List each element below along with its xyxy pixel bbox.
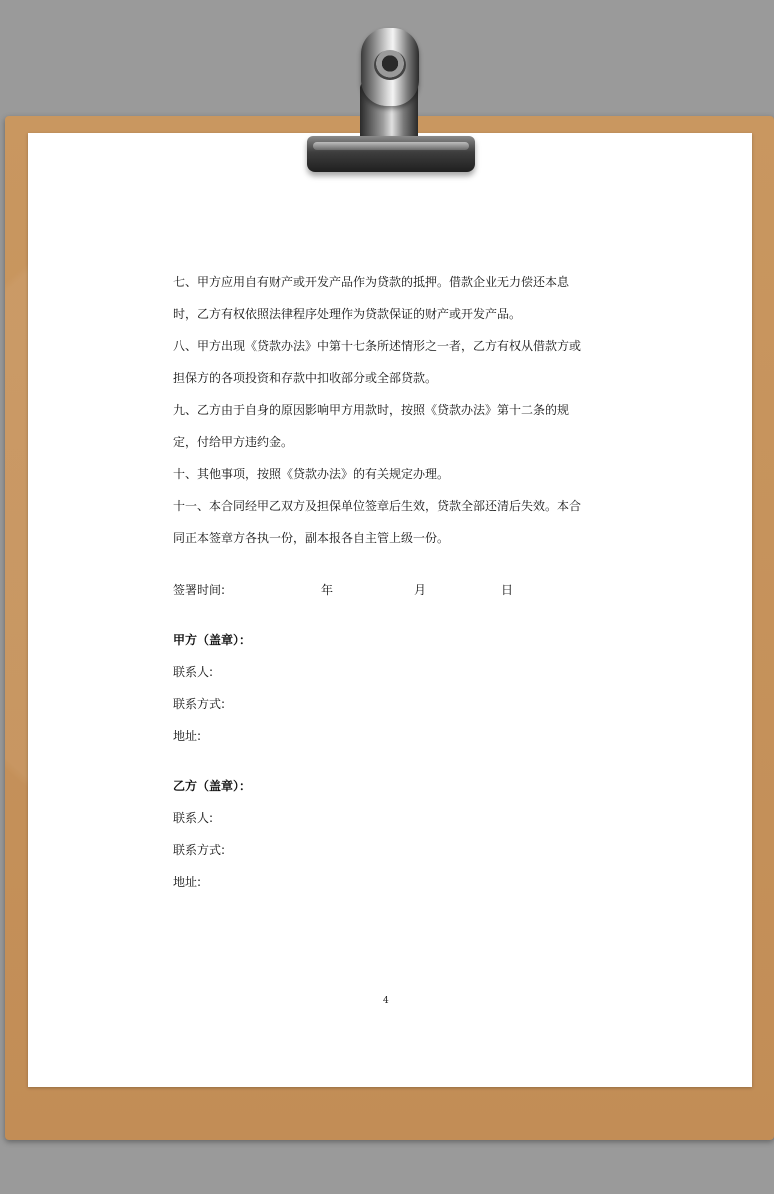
clause-7-line-1: 七、甲方应用自有财产或开发产品作为贷款的抵押。借款企业无力偿还本息 <box>173 275 570 289</box>
party-b-address: 地址: <box>173 875 202 889</box>
party-a-address: 地址: <box>173 729 202 743</box>
signing-day: 日 <box>501 583 514 597</box>
clause-9-line-2: 定，付给甲方违约金。 <box>173 435 294 449</box>
party-b-title: 乙方（盖章）： <box>173 779 252 793</box>
signing-date-row <box>173 574 613 606</box>
party-a-title: 甲方（盖章）： <box>173 633 252 647</box>
clause-7-line-2: 时，乙方有权依照法律程序处理作为贷款保证的财产或开发产品。 <box>173 307 522 321</box>
clause-8-line-2: 担保方的各项投资和存款中扣收部分或全部贷款。 <box>173 371 438 385</box>
clause-10: 十、其他事项，按照《贷款办法》的有关规定办理。 <box>173 467 450 481</box>
clause-11-line-1: 十一、本合同经甲乙双方及担保单位签章后生效，贷款全部还清后失效。本合 <box>173 499 582 513</box>
signing-year: 年 <box>321 583 334 597</box>
signing-month: 月 <box>414 583 427 597</box>
party-a-block <box>173 624 613 752</box>
page-number: 4 <box>383 996 389 1006</box>
clause-11-line-2: 同正本签章方各执一份，副本报各自主管上级一份。 <box>173 531 450 545</box>
party-b-contact: 联系人: <box>173 811 214 825</box>
signing-date-label: 签署时间: <box>173 583 226 597</box>
clause-9-line-1: 九、乙方由于自身的原因影响甲方用款时，按照《贷款办法》第十二条的规 <box>173 403 570 417</box>
clause-8-line-1: 八、甲方出现《贷款办法》中第十七条所述情形之一者，乙方有权从借款方或 <box>173 339 582 353</box>
binder-clip <box>307 136 475 172</box>
party-a-phone: 联系方式: <box>173 697 226 711</box>
party-a-contact: 联系人: <box>173 665 214 679</box>
clip-ring <box>361 28 419 106</box>
party-b-block <box>173 770 613 898</box>
contract-text <box>173 266 613 898</box>
party-b-phone: 联系方式: <box>173 843 226 857</box>
